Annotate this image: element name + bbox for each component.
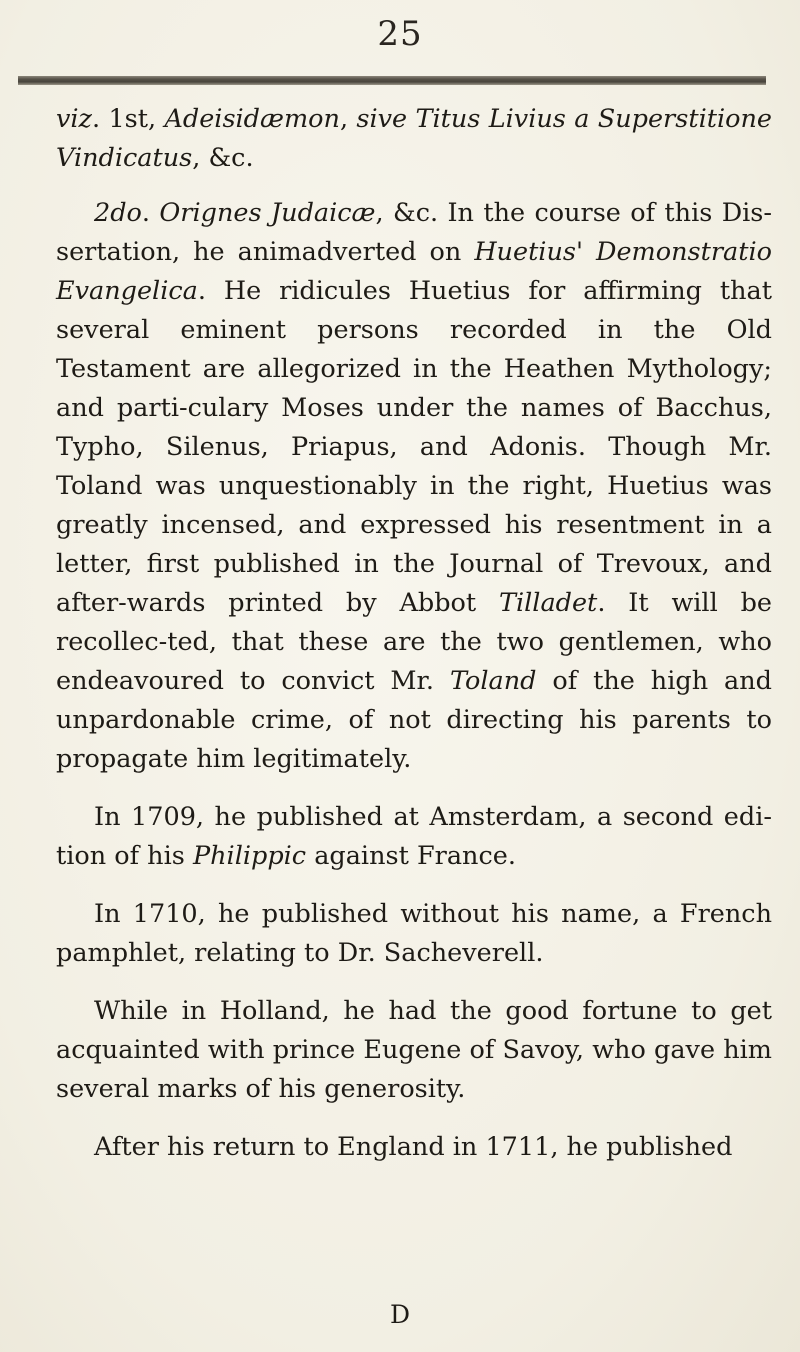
text-segment: , &c. (192, 143, 254, 173)
text-segment: , &c. In the course of this Dis-sertation, he animadverted on (56, 198, 772, 267)
text-segment: Huetius' Demonstratio Evangelica (56, 237, 772, 306)
text-segment: against France. (306, 841, 516, 871)
text-segment: After his return to England in 1711, he published (94, 1132, 733, 1162)
text-segment: , (339, 104, 357, 134)
paragraph-4 (56, 895, 772, 973)
paragraph-2 (56, 194, 772, 779)
text-segment: In 1709, he published at Amsterdam, a second edi-tion of his (56, 802, 772, 871)
text-segment: In 1710, he published without his name, a French pamphlet, relating to Dr. Sacheverell. (56, 899, 772, 968)
paragraph-1 (56, 100, 772, 178)
text-segment: of the high and unpardonable crime, of not directing his parents to propagate him legitimately. (56, 666, 772, 774)
paragraph-3 (56, 798, 772, 876)
page-number: 25 (377, 14, 423, 54)
text-segment: . (141, 198, 160, 228)
text-segment: Orignes Judaicæ (159, 198, 376, 228)
text-segment: . He ridicules Huetius for affirming that several eminent persons recorded in the Old Testament are allegorized in the Heathen Mythology; and parti-culary Moses under the names of Bacchus, Typho, Silenus, Priapus, and Adonis. Though Mr. Toland was unquestionably in the right, Huetius was greatly incensed, and expressed his resentment in a letter, first published in the Journal of Trevoux, and after-wards printed by Abbot (56, 276, 772, 618)
text-segment: Toland (449, 666, 537, 696)
text-segment: sive Titus Livius a Superstitione Vindicatus (56, 104, 773, 173)
paragraph-6 (56, 1128, 772, 1167)
text-segment: Adeisidæmon (164, 104, 340, 134)
text-segment: . It will be recollec-ted, that these are the two gentlemen, who endeavoured to convict Mr. (56, 588, 773, 696)
catchword: D (389, 1300, 411, 1329)
header-rule (18, 76, 766, 85)
text-segment: While in Holland, he had the good fortune to get acquainted with prince Eugene of Savoy, who gave him several marks of his generosity. (56, 996, 772, 1104)
text-segment: . 1st, (92, 104, 165, 134)
body-text (56, 100, 772, 1167)
text-segment: Philippic (192, 841, 307, 871)
text-segment: 2do (94, 198, 142, 228)
text-segment: Tilladet (498, 588, 598, 618)
paragraph-5 (56, 992, 772, 1109)
text-segment: viz (56, 104, 92, 134)
